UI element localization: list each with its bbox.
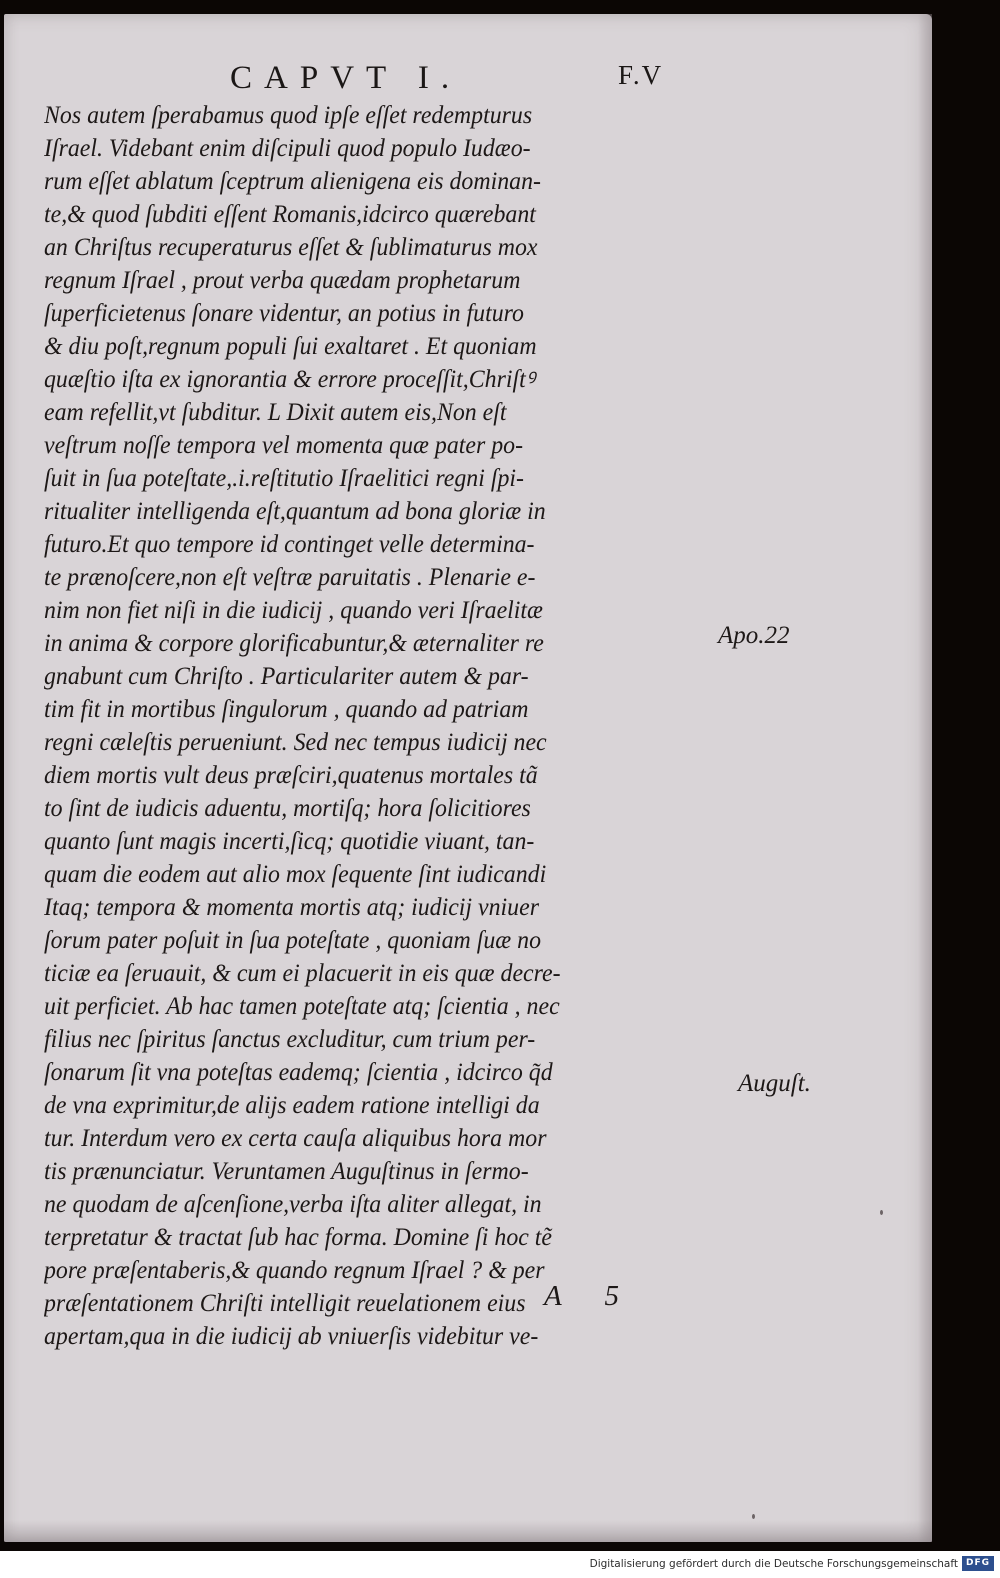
- text-line: tim fit in mortibus ſingulorum , quando ad patriam: [44, 696, 529, 723]
- text-line: eam refellit,vt ſubditur. L Dixit autem eis,Non eſt: [44, 399, 507, 426]
- text-line: Iſrael. Videbant enim diſcipuli quod populo Iudæo-: [44, 135, 531, 162]
- text-line: tis prænunciatur. Veruntamen Auguſtinus in ſermo-: [44, 1158, 529, 1185]
- funding-credit: Digitalisierung gefördert durch die Deutsche Forschungsgemeinschaft: [589, 1558, 958, 1570]
- text-line: in anima & corpore glorificabuntur,& æternaliter re: [44, 630, 544, 657]
- text-line: nim non fiet niſi in die iudicij , quando veri Iſraelitæ: [44, 597, 543, 624]
- paper-speck: [752, 1514, 755, 1519]
- text-line: an Chriſtus recuperaturus eſſet & ſublimaturus mox: [44, 234, 538, 261]
- text-line: tur. Interdum vero ex certa cauſa aliquibus hora mor: [44, 1125, 547, 1152]
- text-line: Itaq; tempora & momenta mortis atq; iudicij vniuer: [44, 894, 539, 921]
- text-line: veſtrum noſſe tempora vel momenta quæ pater po-: [44, 432, 524, 459]
- text-line: ſuit in ſua poteſtate,.i.reſtitutio Iſraelitici regni ſpi-: [44, 465, 524, 492]
- margin-note-apo: Apo.22: [718, 622, 790, 649]
- paper-speck: [880, 1210, 883, 1215]
- text-line: quæſtio iſta ex ignorantia & errore proceſſit,Chriſtꝰ: [44, 366, 535, 393]
- text-line: gnabunt cum Chriſto . Particulariter autem & par-: [44, 663, 529, 690]
- text-line: de vna exprimitur,de alijs eadem ratione intelligi da: [44, 1092, 540, 1119]
- text-line: pore præſentaberis,& quando regnum Iſrael ? & per: [44, 1257, 545, 1284]
- text-line: ticiæ ea ſeruauit, & cum ei placuerit in eis quæ decre-: [44, 960, 561, 987]
- text-line: regnum Iſrael , prout verba quædam prophetarum: [44, 267, 521, 294]
- signature-mark: A 5: [544, 1280, 637, 1312]
- text-line: quanto ſunt magis incerti,ſicq; quotidie viuant, tan-: [44, 828, 535, 855]
- text-line: futuro.Et quo tempore id continget velle determina-: [44, 531, 535, 558]
- text-line: & diu poſt,regnum populi ſui exaltaret . Et quoniam: [44, 333, 537, 360]
- text-line: regni cæleſtis perueniunt. Sed nec tempus iudicij nec: [44, 729, 547, 756]
- dfg-logo: DFG: [962, 1556, 994, 1571]
- text-line: præſentationem Chriſti intelligit reuelationem eius: [44, 1290, 526, 1317]
- text-line: to ſint de iudicis aduentu, mortiſq; hora ſolicitiores: [44, 795, 531, 822]
- chapter-heading: CAPVT I.: [230, 60, 462, 96]
- text-line: quam die eodem aut alio mox ſequente ſint iudicandi: [44, 861, 547, 888]
- text-line: ritualiter intelligenda eſt,quantum ad bona gloriæ in: [44, 498, 546, 525]
- page-edge-shadow: [918, 14, 932, 1542]
- text-line: terpretatur & tractat ſub hac forma. Domine ſi hoc tẽ: [44, 1224, 553, 1251]
- text-line: Nos autem ſperabamus quod ipſe eſſet redempturus: [44, 102, 533, 129]
- text-line: te prænoſcere,non eſt veſtræ paruitatis . Plenarie e-: [44, 564, 536, 591]
- text-line: filius nec ſpiritus ſanctus excluditur, cum trium per-: [44, 1026, 536, 1053]
- text-line: diem mortis vult deus præſciri,quatenus mortales tã: [44, 762, 538, 789]
- margin-note-august: Auguſt.: [738, 1070, 811, 1097]
- text-line: apertam,qua in die iudicij ab vniuerſis videbitur ve-: [44, 1323, 539, 1350]
- text-line: ſorum pater poſuit in ſua poteſtate , quoniam ſuæ no: [44, 927, 542, 954]
- body-text: [44, 99, 744, 1353]
- folio-mark: F.V: [618, 60, 664, 90]
- text-line: te,& quod ſubditi eſſent Romanis,idcirco quærebant: [44, 201, 536, 228]
- page-bottom-shadow: [4, 1520, 932, 1542]
- text-line: uit perficiet. Ab hac tamen poteſtate atq; ſcientia , nec: [44, 993, 560, 1020]
- text-line: ſonarum ſit vna poteſtas eademq; ſcientia , idcirco q̃d: [44, 1059, 553, 1086]
- footer-bar: [0, 1551, 1000, 1578]
- text-line: ne quodam de aſcenſione,verba iſta aliter allegat, in: [44, 1191, 542, 1218]
- text-line: rum eſſet ablatum ſceptrum alienigena eis dominan-: [44, 168, 541, 195]
- text-line: ſuperficietenus ſonare videntur, an potius in futuro: [44, 300, 524, 327]
- running-head: [4, 60, 932, 100]
- book-page: [4, 14, 932, 1542]
